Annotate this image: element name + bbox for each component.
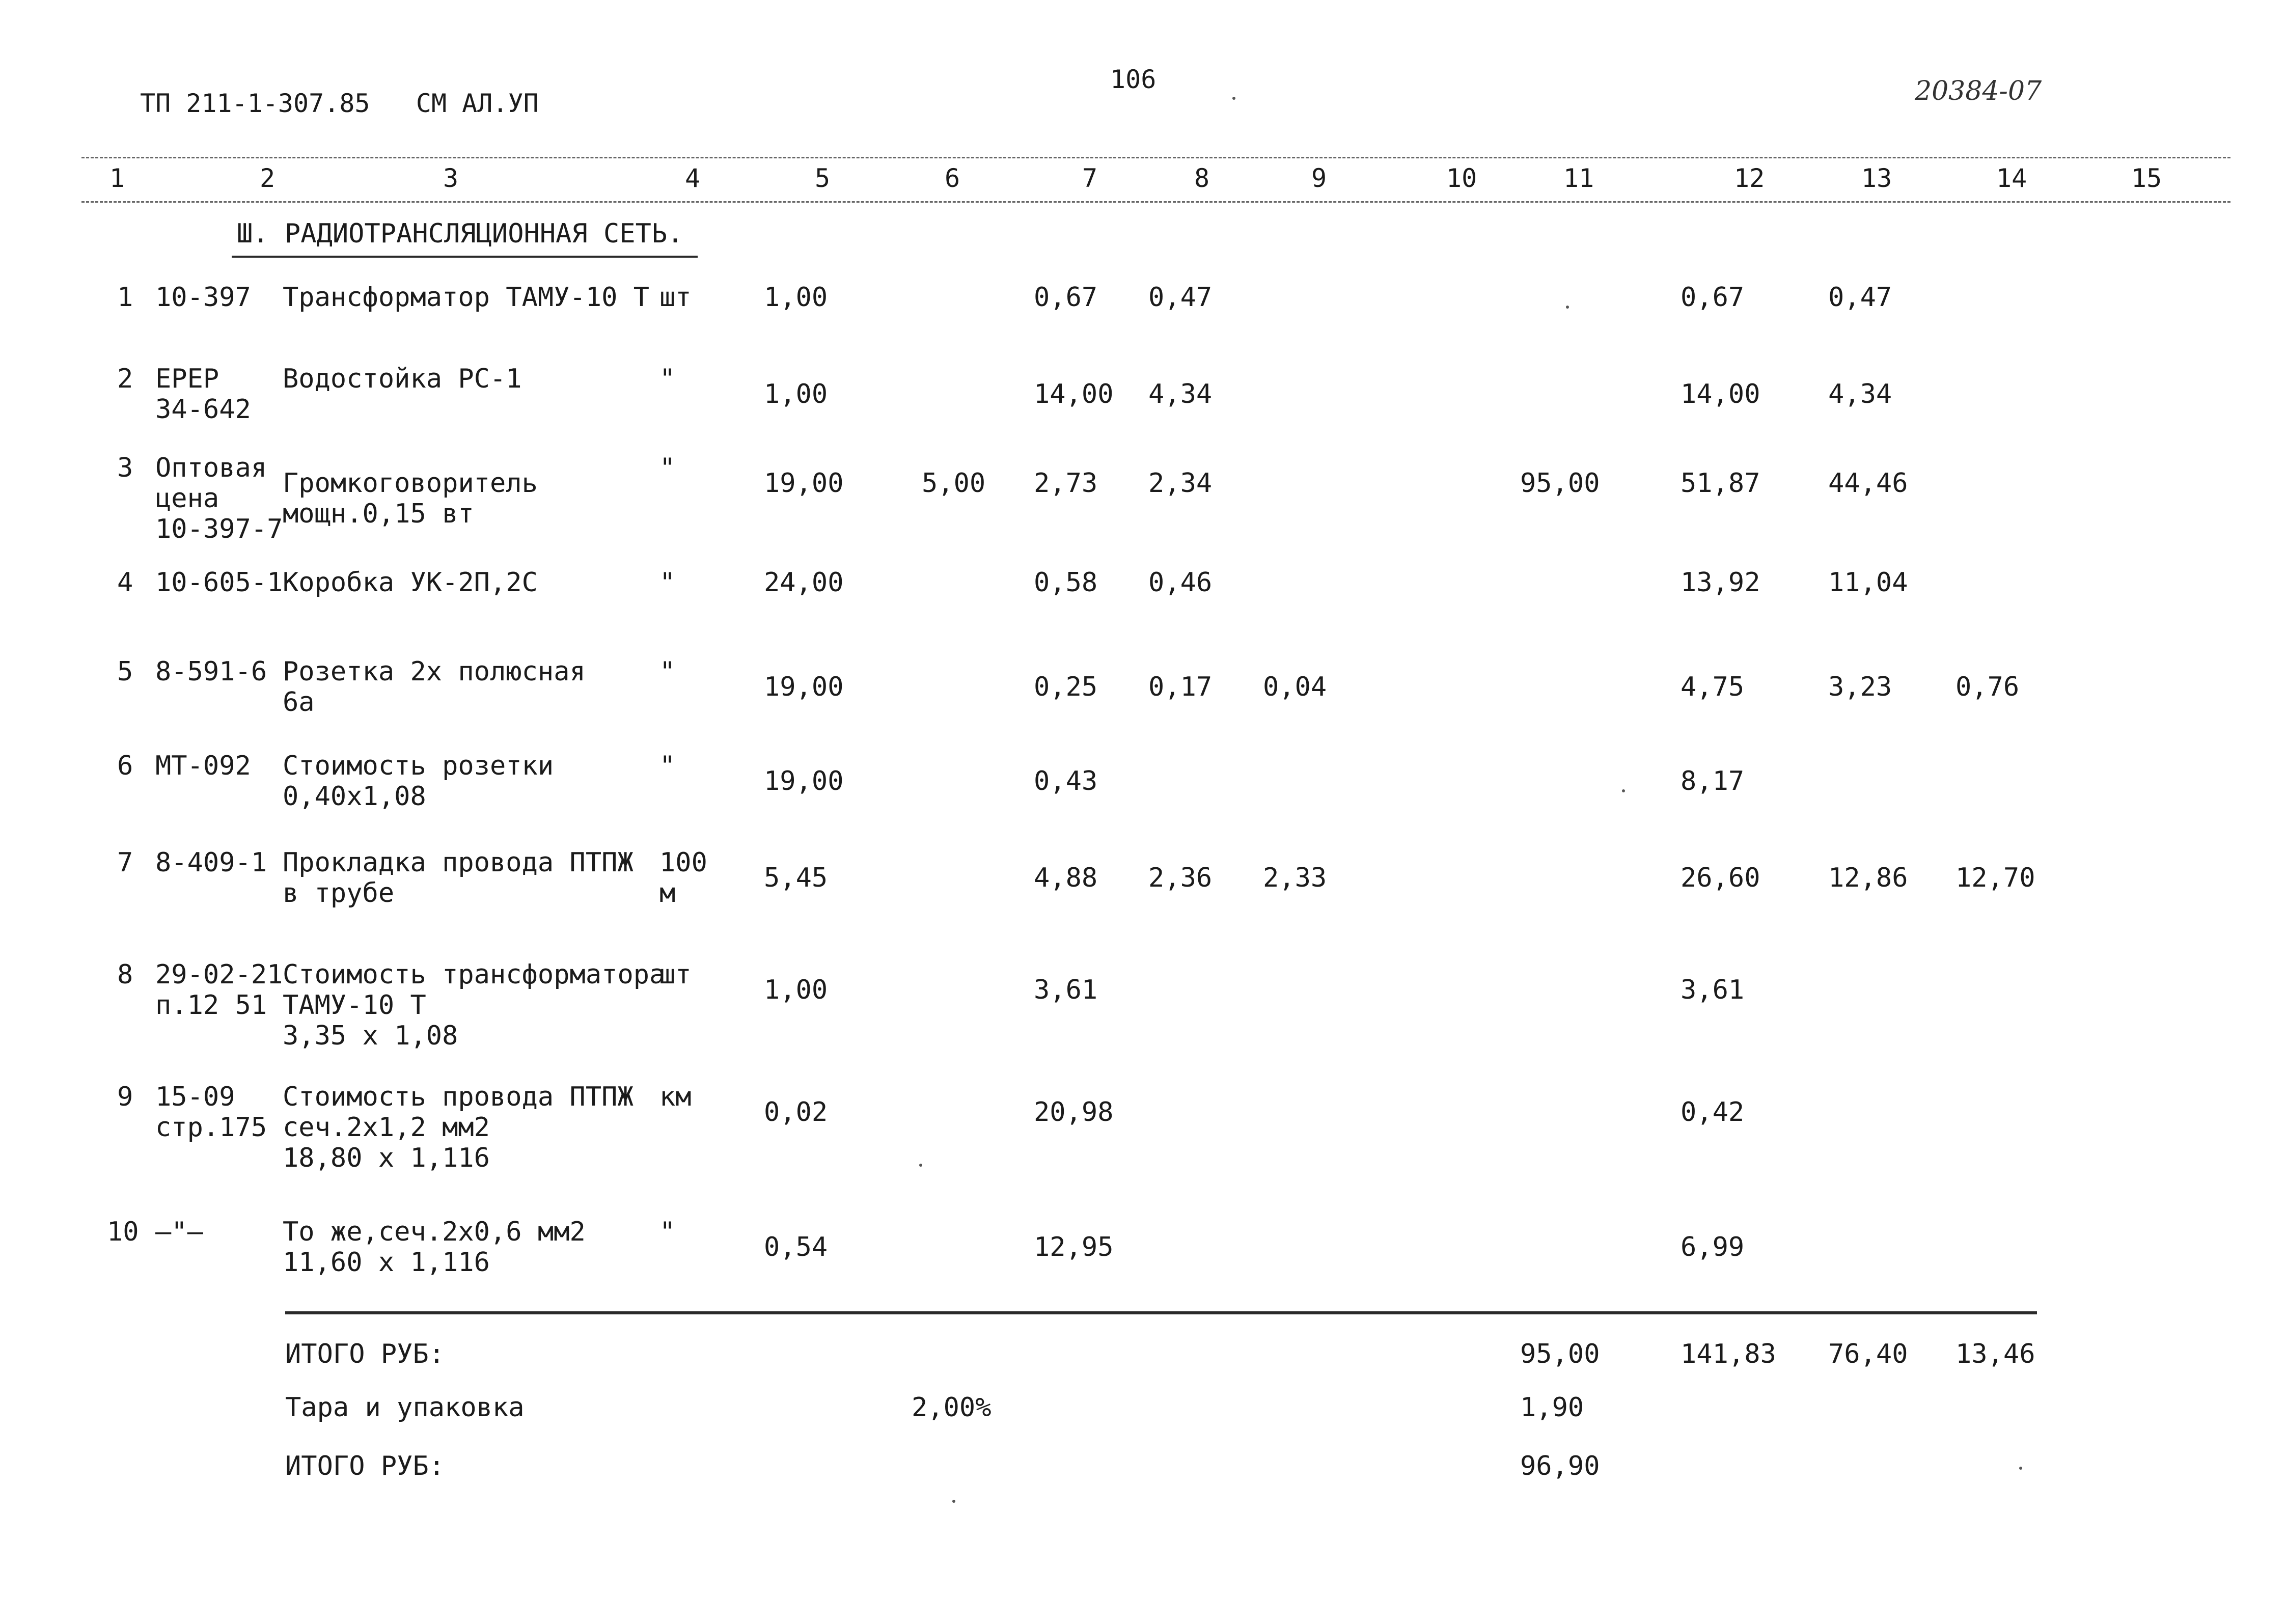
cell-c8: 4,34	[1148, 379, 1213, 409]
cell-c12: 26,60	[1681, 863, 1760, 893]
scan-speck	[1566, 306, 1569, 309]
cell-c7: 0,58	[1034, 567, 1098, 598]
column-numbers-rule	[81, 201, 2230, 203]
totals-c11: 95,00	[1520, 1339, 1600, 1369]
unit: "	[659, 751, 676, 781]
norm-code: 29-02-21	[155, 959, 283, 990]
row-number: 6	[117, 751, 133, 781]
cell-c8: 0,46	[1148, 567, 1213, 598]
cell-qty: 19,00	[764, 766, 844, 796]
item-name: Коробка УК-2П,2С	[283, 567, 538, 598]
row-number: 4	[117, 567, 133, 598]
row-number: 5	[117, 656, 133, 687]
unit: "	[659, 567, 676, 598]
norm-code: 34-642	[155, 394, 251, 425]
cell-c12: 0,67	[1681, 282, 1745, 313]
cell-c12: 8,17	[1681, 766, 1745, 796]
unit: шт	[659, 959, 692, 990]
scan-speck	[952, 1500, 955, 1503]
cell-c13: 12,86	[1828, 863, 1908, 893]
cell-c14: 0,76	[1956, 672, 2020, 702]
column-number-12: 12	[1734, 163, 1765, 193]
cell-qty: 1,00	[764, 379, 828, 409]
item-name: 18,80 х 1,116	[283, 1143, 490, 1173]
row-number: 2	[117, 364, 133, 394]
norm-code: цена	[155, 483, 219, 514]
norm-code: 8-591-6	[155, 656, 267, 687]
item-name: То же,сеч.2х0,6 мм2	[283, 1217, 586, 1247]
cell-c13: 44,46	[1828, 468, 1908, 499]
totals-label: ИТОГО РУБ:	[285, 1339, 445, 1369]
cell-qty: 1,00	[764, 975, 828, 1005]
cell-c7: 12,95	[1034, 1232, 1114, 1262]
cell-c13: 3,23	[1828, 672, 1892, 702]
norm-code: п.12 51	[155, 990, 267, 1021]
item-name: в трубе	[283, 878, 395, 909]
unit: м	[659, 878, 676, 909]
column-number-1: 1	[109, 163, 125, 193]
norm-code: ЕРЕР	[155, 364, 219, 394]
cell-c8: 2,34	[1148, 468, 1213, 499]
item-name: 6а	[283, 687, 315, 718]
unit: км	[659, 1082, 692, 1112]
cell-c7: 3,61	[1034, 975, 1098, 1005]
norm-code: 10-397-7	[155, 514, 283, 544]
cell-c7: 2,73	[1034, 468, 1098, 499]
totals-c13: 76,40	[1828, 1339, 1908, 1369]
item-name: Стоимость трансформатора	[283, 959, 666, 990]
section-title: Ш. РАДИОТРАНСЛЯЦИОННАЯ СЕТЬ.	[237, 218, 683, 249]
totals-label: ИТОГО РУБ:	[285, 1451, 445, 1481]
column-number-5: 5	[815, 163, 831, 193]
norm-code: —"—	[155, 1217, 203, 1247]
column-number-2: 2	[260, 163, 276, 193]
cell-c7: 14,00	[1034, 379, 1114, 409]
totals-rule	[285, 1311, 2037, 1314]
item-name: Трансформатор ТАМУ-10 Т	[283, 282, 650, 313]
totals-c12: 141,83	[1681, 1339, 1776, 1369]
cell-c12: 13,92	[1681, 567, 1760, 598]
scan-speck	[1622, 789, 1625, 792]
unit: "	[659, 1217, 676, 1247]
cell-c6: 5,00	[922, 468, 986, 499]
totals-c6: 2,00%	[912, 1392, 991, 1423]
item-name: Громкоговоритель	[283, 468, 538, 499]
item-name: 11,60 х 1,116	[283, 1247, 490, 1278]
cell-qty: 0,54	[764, 1232, 828, 1262]
cell-c7: 0,43	[1034, 766, 1098, 796]
column-number-4: 4	[685, 163, 701, 193]
cell-c7: 0,67	[1034, 282, 1098, 313]
cell-c13: 4,34	[1828, 379, 1892, 409]
cell-qty: 19,00	[764, 672, 844, 702]
unit: "	[659, 364, 676, 394]
column-number-15: 15	[2131, 163, 2162, 193]
item-name: Водостойка РС-1	[283, 364, 522, 394]
column-number-11: 11	[1563, 163, 1594, 193]
page-number: 106	[1110, 65, 1156, 94]
row-number: 10	[107, 1217, 139, 1247]
unit: "	[659, 453, 676, 483]
row-number: 9	[117, 1082, 133, 1112]
column-number-8: 8	[1194, 163, 1210, 193]
cell-c13: 11,04	[1828, 567, 1908, 598]
cell-qty: 19,00	[764, 468, 844, 499]
cell-c7: 4,88	[1034, 863, 1098, 893]
totals-c11: 96,90	[1520, 1451, 1600, 1481]
item-name: 3,35 х 1,08	[283, 1021, 458, 1051]
scan-speck	[919, 1164, 922, 1167]
column-number-10: 10	[1446, 163, 1477, 193]
cell-c12: 51,87	[1681, 468, 1760, 499]
norm-code: 10-605-1	[155, 567, 283, 598]
top-rule	[81, 157, 2230, 158]
norm-code: 10-397	[155, 282, 251, 313]
cell-c11: 95,00	[1520, 468, 1600, 499]
norm-code: стр.175	[155, 1112, 267, 1143]
cell-c12: 3,61	[1681, 975, 1745, 1005]
section-title-underline	[232, 256, 698, 258]
column-number-13: 13	[1861, 163, 1892, 193]
cell-c12: 14,00	[1681, 379, 1760, 409]
cell-qty: 5,45	[764, 863, 828, 893]
cell-c8: 0,17	[1148, 672, 1213, 702]
item-name: 0,40х1,08	[283, 781, 426, 812]
item-name: Стоимость розетки	[283, 751, 554, 781]
row-number: 8	[117, 959, 133, 990]
column-number-7: 7	[1082, 163, 1098, 193]
item-name: Стоимость провода ПТПЖ	[283, 1082, 634, 1112]
unit: "	[659, 656, 676, 687]
norm-code: 15-09	[155, 1082, 235, 1112]
item-name: мощн.0,15 вт	[283, 499, 474, 529]
inventory-number: 20384-07	[1915, 76, 2042, 106]
document-code: ТП 211-1-307.85 СМ АЛ.УП	[140, 89, 539, 118]
cell-c9: 2,33	[1263, 863, 1327, 893]
unit: 100	[659, 847, 707, 878]
row-number: 3	[117, 453, 133, 483]
scan-speck	[1232, 97, 1235, 100]
cell-c14: 12,70	[1956, 863, 2035, 893]
norm-code: 8-409-1	[155, 847, 267, 878]
norm-code: Оптовая	[155, 453, 267, 483]
column-number-3: 3	[443, 163, 459, 193]
scan-speck	[2019, 1467, 2022, 1470]
column-number-9: 9	[1311, 163, 1327, 193]
row-number: 1	[117, 282, 133, 313]
cell-c12: 0,42	[1681, 1097, 1745, 1127]
totals-c11: 1,90	[1520, 1392, 1584, 1423]
item-name: сеч.2х1,2 мм2	[283, 1112, 490, 1143]
norm-code: МТ-092	[155, 751, 251, 781]
row-number: 7	[117, 847, 133, 878]
item-name: Розетка 2х полюсная	[283, 656, 586, 687]
cell-qty: 1,00	[764, 282, 828, 313]
cell-c8: 0,47	[1148, 282, 1213, 313]
totals-c14: 13,46	[1956, 1339, 2035, 1369]
totals-label: Тара и упаковка	[285, 1392, 525, 1423]
cell-c9: 0,04	[1263, 672, 1327, 702]
cell-qty: 0,02	[764, 1097, 828, 1127]
column-number-14: 14	[1996, 163, 2027, 193]
cell-c7: 0,25	[1034, 672, 1098, 702]
cell-c12: 6,99	[1681, 1232, 1745, 1262]
cell-c12: 4,75	[1681, 672, 1745, 702]
item-name: ТАМУ-10 Т	[283, 990, 426, 1021]
cell-qty: 24,00	[764, 567, 844, 598]
unit: шт	[659, 282, 692, 313]
cell-c7: 20,98	[1034, 1097, 1114, 1127]
cell-c13: 0,47	[1828, 282, 1892, 313]
cell-c8: 2,36	[1148, 863, 1213, 893]
item-name: Прокладка провода ПТПЖ	[283, 847, 634, 878]
column-number-6: 6	[945, 163, 960, 193]
